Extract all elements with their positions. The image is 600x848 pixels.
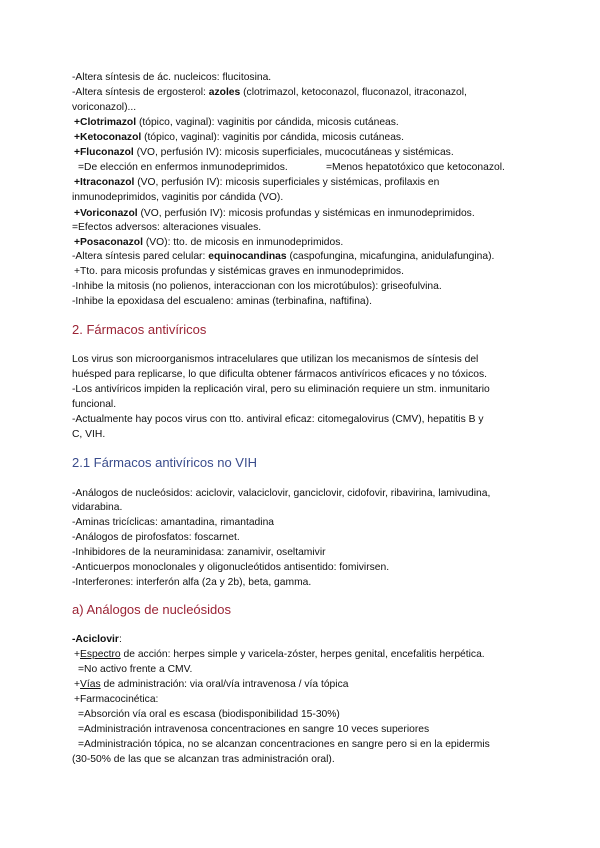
text-line: -Altera síntesis pared celular: equinocandinas (caspofungina, micafungina, anidulafungina).: [72, 251, 495, 262]
text-line: =No activo frente a CMV.: [78, 664, 193, 675]
text-line: (30-50% de las que se alcanzan tras administración oral).: [72, 754, 335, 765]
text-line: +Voriconazol (VO, perfusión IV): micosis profundas y sistémicas en inmunodeprimidos.: [74, 208, 475, 219]
text-line: +Clotrimazol (tópico, vaginal): vaginitis por cándida, micosis cutáneas.: [74, 117, 399, 128]
text-line: -Inhibe la epoxidasa del escualeno: aminas (terbinafina, naftifina).: [72, 296, 372, 307]
text-line: vidarabina.: [72, 502, 123, 513]
text-line: funcional.: [72, 399, 117, 410]
text-line: inmunodeprimidos, vaginitis por cándida (VO).: [72, 192, 284, 203]
text-line: -Actualmente hay pocos virus con tto. antiviral eficaz: citomegalovirus (CMV), hepatitis B y: [72, 414, 484, 425]
text-line: +Ketoconazol (tópico, vaginal): vaginitis por cándida, micosis cutáneas.: [74, 132, 404, 143]
section-heading: 2. Fármacos antivíricos: [72, 322, 207, 337]
text-line: =Efectos adversos: alteraciones visuales.: [72, 222, 262, 233]
text-line: =Absorción vía oral es escasa (biodisponibilidad 15-30%): [78, 709, 340, 720]
text-line: +Posaconazol (VO): tto. de micosis en inmunodeprimidos.: [74, 237, 344, 248]
text-line: -Altera síntesis de ác. nucleicos: flucitosina.: [72, 72, 272, 83]
text-line: =Administración intravenosa concentraciones en sangre 10 veces superiores: [78, 724, 430, 735]
text-line: -Aciclovir:: [72, 634, 122, 645]
text-line: +Tto. para micosis profundas y sistémicas graves en inmunodeprimidos.: [74, 266, 404, 277]
text-line: -Anticuerpos monoclonales y oligonucleótidos antisentido: fomivirsen.: [72, 562, 390, 573]
text-line: -Análogos de pirofosfatos: foscarnet.: [72, 532, 240, 543]
text-line: +Espectro de acción: herpes simple y varicela-zóster, herpes genital, encefalitis herpética.: [74, 649, 485, 660]
text-line: C, VIH.: [72, 429, 106, 440]
text-line: Los virus son microorganismos intracelulares que utilizan los mecanismos de síntesis del: [72, 354, 479, 365]
text-line: +Vías de administración: via oral/vía intravenosa / vía tópica: [74, 679, 349, 690]
subsection-heading: 2.1 Fármacos antivíricos no VIH: [72, 455, 257, 470]
text-line: +Farmacocinética:: [74, 694, 159, 705]
text-line: -Altera síntesis de ergosterol: azoles (clotrimazol, ketoconazol, fluconazol, itraconazol,: [72, 87, 467, 98]
text-line: -Aminas tricíclicas: amantadina, rimantadina: [72, 517, 275, 528]
text-line: =Menos hepatotóxico que ketoconazol.: [326, 162, 505, 173]
text-line: -Interferones: interferón alfa (2a y 2b), beta, gamma.: [72, 577, 312, 588]
text-line: +Fluconazol (VO, perfusión IV): micosis superficiales, mucocutáneas y sistémicas.: [74, 147, 454, 158]
text-line: =De elección en enfermos inmunodeprimidos.: [78, 162, 288, 173]
text-line: =Administración tópica, no se alcanzan concentraciones en sangre pero si en la epidermis: [78, 739, 490, 750]
section-heading: a) Análogos de nucleósidos: [72, 602, 232, 617]
text-line: voriconazol)...: [72, 102, 137, 113]
text-line: +Itraconazol (VO, perfusión IV): micosis superficiales y sistémicas, profilaxis en: [74, 177, 440, 188]
text-line: -Los antivíricos impiden la replicación viral, pero su eliminación requiere un stm. inmunitario: [72, 384, 490, 395]
text-line: -Inhibidores de la neuraminidasa: zanamivir, oseltamivir: [72, 547, 326, 558]
text-line: -Análogos de nucleósidos: aciclovir, valaciclovir, ganciclovir, cidofovir, ribavirina, lamivudina,: [72, 488, 491, 499]
text-line: -Inhibe la mitosis (no polienos, interaccionan con los microtúbulos): griseofulvina.: [72, 281, 442, 292]
text-line: huésped para replicarse, lo que dificulta obtener fármacos antivíricos eficaces y no tóxicos.: [72, 369, 487, 380]
